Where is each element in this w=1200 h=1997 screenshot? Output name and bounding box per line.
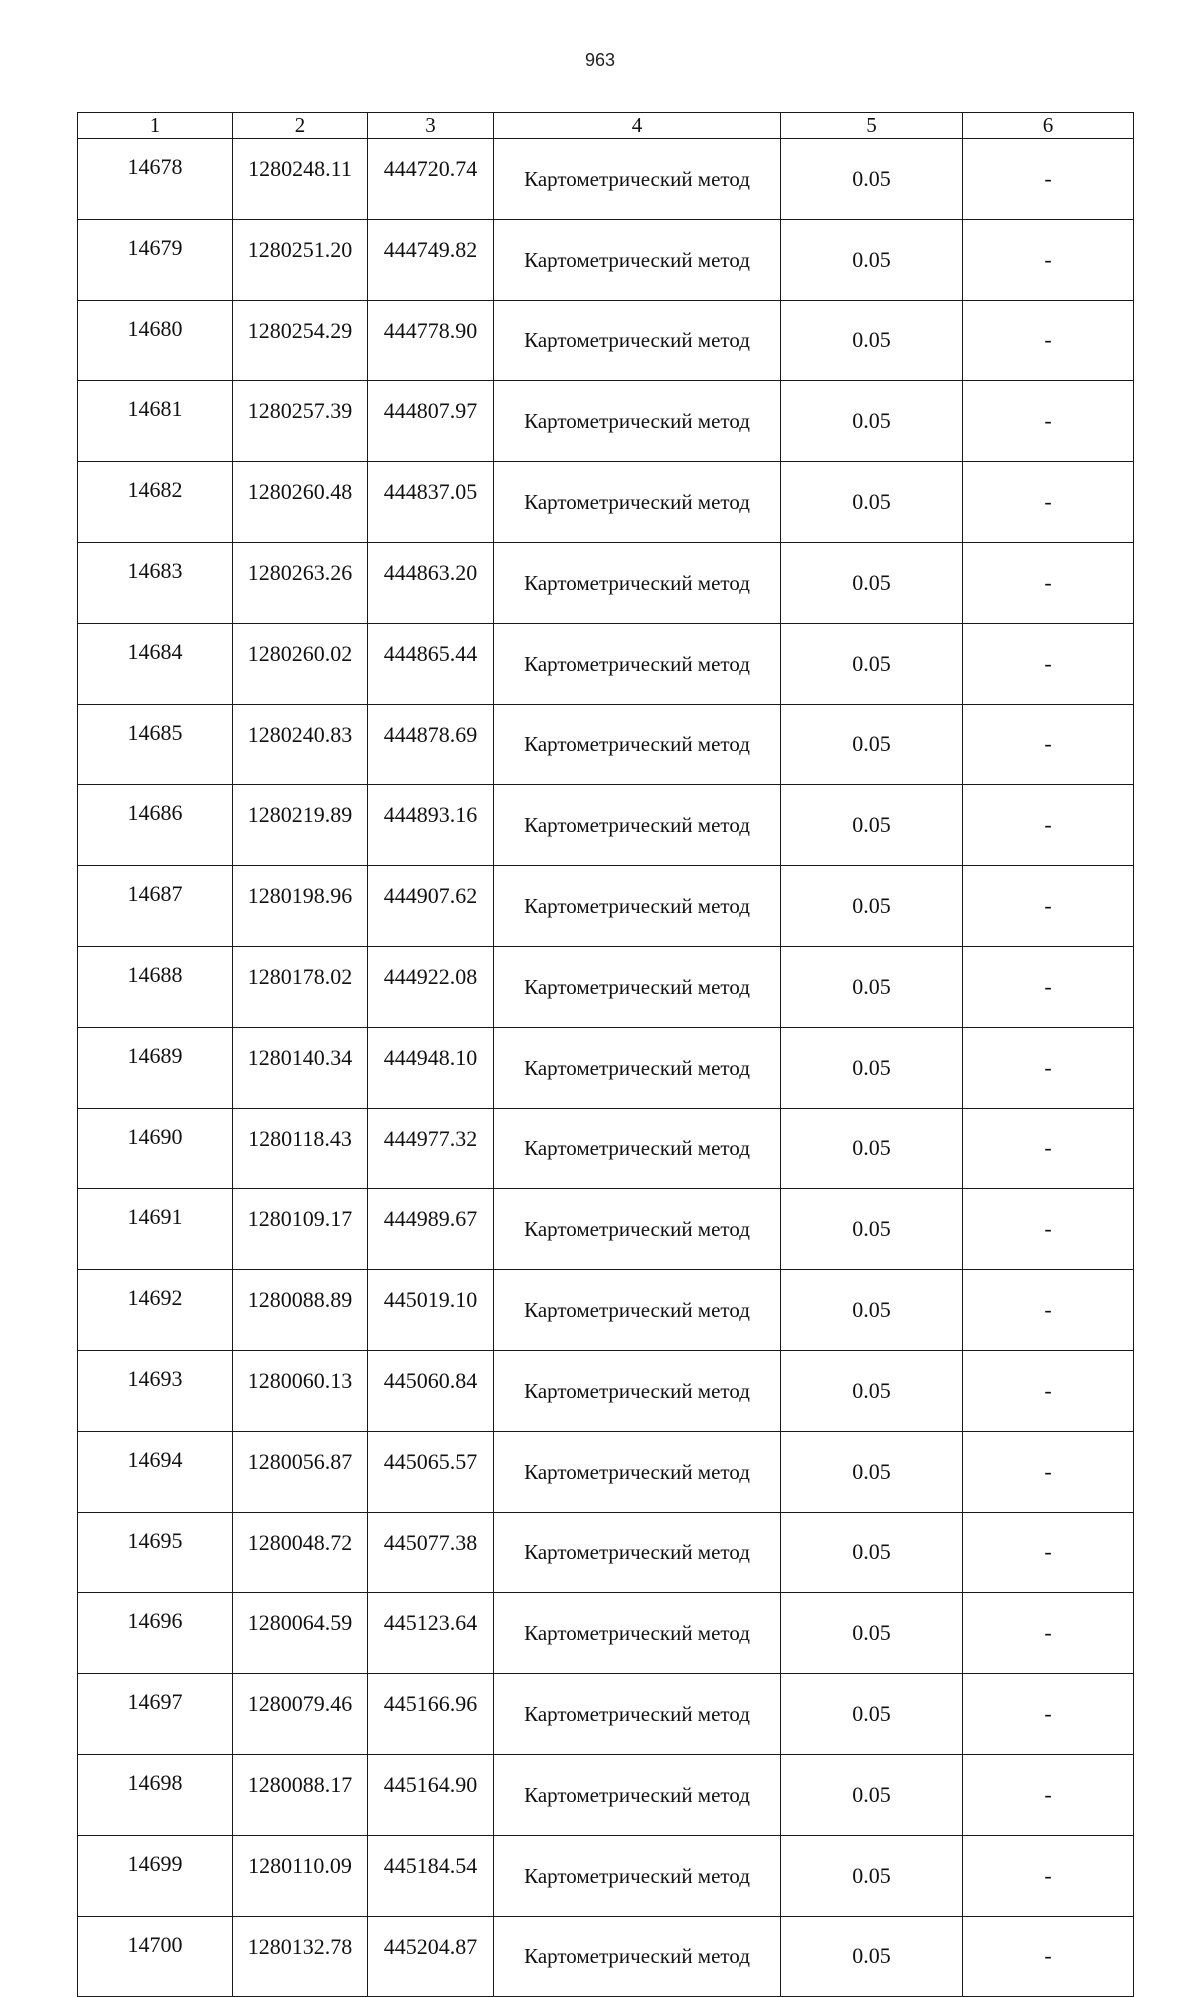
note-cell: - [963,866,1134,947]
table-row [78,1189,1134,1270]
point-number-cell: 14682 [78,462,233,543]
method-cell: Картометрический метод [494,1108,781,1189]
table-row [78,1674,1134,1755]
column-header-2: 2 [233,113,368,139]
note-cell: - [963,381,1134,462]
x-coordinate-cell: 1280263.26 [233,542,368,623]
accuracy-cell: 0.05 [781,1270,963,1351]
table-row [78,1512,1134,1593]
accuracy-cell: 0.05 [781,1754,963,1835]
point-number-cell: 14695 [78,1512,233,1593]
accuracy-cell: 0.05 [781,1027,963,1108]
y-coordinate-cell: 445065.57 [368,1431,494,1512]
point-number-cell: 14699 [78,1835,233,1916]
point-number-cell: 14696 [78,1593,233,1674]
table-row [78,1350,1134,1431]
method-cell: Картометрический метод [494,381,781,462]
method-cell: Картометрический метод [494,1431,781,1512]
accuracy-cell: 0.05 [781,1108,963,1189]
accuracy-cell: 0.05 [781,1189,963,1270]
y-coordinate-cell: 445123.64 [368,1593,494,1674]
y-coordinate-cell: 445184.54 [368,1835,494,1916]
note-cell: - [963,1916,1134,1997]
point-number-cell: 14698 [78,1754,233,1835]
method-cell: Картометрический метод [494,946,781,1027]
method-cell: Картометрический метод [494,542,781,623]
x-coordinate-cell: 1280060.13 [233,1350,368,1431]
note-cell: - [963,542,1134,623]
y-coordinate-cell: 444778.90 [368,300,494,381]
y-coordinate-cell: 444989.67 [368,1189,494,1270]
y-coordinate-cell: 445204.87 [368,1916,494,1997]
table-row [78,139,1134,220]
note-cell: - [963,1027,1134,1108]
note-cell: - [963,1835,1134,1916]
x-coordinate-cell: 1280079.46 [233,1674,368,1755]
y-coordinate-cell: 444807.97 [368,381,494,462]
x-coordinate-cell: 1280088.17 [233,1754,368,1835]
method-cell: Картометрический метод [494,1593,781,1674]
table-row [78,542,1134,623]
y-coordinate-cell: 445060.84 [368,1350,494,1431]
y-coordinate-cell: 444878.69 [368,704,494,785]
note-cell: - [963,946,1134,1027]
method-cell: Картометрический метод [494,1350,781,1431]
note-cell: - [963,1512,1134,1593]
x-coordinate-cell: 1280219.89 [233,785,368,866]
point-number-cell: 14700 [78,1916,233,1997]
y-coordinate-cell: 445019.10 [368,1270,494,1351]
point-number-cell: 14679 [78,219,233,300]
note-cell: - [963,1431,1134,1512]
note-cell: - [963,623,1134,704]
y-coordinate-cell: 444837.05 [368,462,494,543]
table-row [78,219,1134,300]
page-number: 963 [584,50,616,70]
table-row [78,704,1134,785]
table-row [78,866,1134,947]
method-cell: Картометрический метод [494,866,781,947]
method-cell: Картометрический метод [494,1916,781,1997]
method-cell: Картометрический метод [494,1512,781,1593]
header-row [78,113,1134,139]
point-number-cell: 14694 [78,1431,233,1512]
table-row [78,1270,1134,1351]
method-cell: Картометрический метод [494,1027,781,1108]
table-row [78,1754,1134,1835]
accuracy-cell: 0.05 [781,462,963,543]
column-header-3: 3 [368,113,494,139]
accuracy-cell: 0.05 [781,1512,963,1593]
y-coordinate-cell: 444749.82 [368,219,494,300]
method-cell: Картометрический метод [494,1270,781,1351]
accuracy-cell: 0.05 [781,623,963,704]
note-cell: - [963,1754,1134,1835]
point-number-cell: 14687 [78,866,233,947]
x-coordinate-cell: 1280110.09 [233,1835,368,1916]
point-number-cell: 14688 [78,946,233,1027]
x-coordinate-cell: 1280064.59 [233,1593,368,1674]
accuracy-cell: 0.05 [781,219,963,300]
y-coordinate-cell: 445077.38 [368,1512,494,1593]
x-coordinate-cell: 1280109.17 [233,1189,368,1270]
table-row [78,462,1134,543]
column-header-1: 1 [78,113,233,139]
point-number-cell: 14678 [78,139,233,220]
table-row [78,785,1134,866]
accuracy-cell: 0.05 [781,704,963,785]
table-row [78,300,1134,381]
method-cell: Картометрический метод [494,462,781,543]
table-row [78,381,1134,462]
accuracy-cell: 0.05 [781,785,963,866]
y-coordinate-cell: 445164.90 [368,1754,494,1835]
accuracy-cell: 0.05 [781,866,963,947]
table-row [78,946,1134,1027]
accuracy-cell: 0.05 [781,139,963,220]
note-cell: - [963,1593,1134,1674]
y-coordinate-cell: 444865.44 [368,623,494,704]
x-coordinate-cell: 1280198.96 [233,866,368,947]
x-coordinate-cell: 1280260.02 [233,623,368,704]
accuracy-cell: 0.05 [781,1916,963,1997]
note-cell: - [963,1189,1134,1270]
x-coordinate-cell: 1280251.20 [233,219,368,300]
point-number-cell: 14693 [78,1350,233,1431]
point-number-cell: 14686 [78,785,233,866]
accuracy-cell: 0.05 [781,1835,963,1916]
point-number-cell: 14681 [78,381,233,462]
y-coordinate-cell: 444922.08 [368,946,494,1027]
method-cell: Картометрический метод [494,1189,781,1270]
point-number-cell: 14697 [78,1674,233,1755]
coordinates-table [77,112,1134,1997]
method-cell: Картометрический метод [494,704,781,785]
note-cell: - [963,139,1134,220]
column-header-6: 6 [963,113,1134,139]
x-coordinate-cell: 1280178.02 [233,946,368,1027]
note-cell: - [963,462,1134,543]
y-coordinate-cell: 445166.96 [368,1674,494,1755]
point-number-cell: 14683 [78,542,233,623]
y-coordinate-cell: 444720.74 [368,139,494,220]
accuracy-cell: 0.05 [781,1350,963,1431]
accuracy-cell: 0.05 [781,1674,963,1755]
method-cell: Картометрический метод [494,1674,781,1755]
x-coordinate-cell: 1280240.83 [233,704,368,785]
x-coordinate-cell: 1280048.72 [233,1512,368,1593]
method-cell: Картометрический метод [494,1835,781,1916]
point-number-cell: 14689 [78,1027,233,1108]
column-header-5: 5 [781,113,963,139]
x-coordinate-cell: 1280260.48 [233,462,368,543]
x-coordinate-cell: 1280118.43 [233,1108,368,1189]
note-cell: - [963,785,1134,866]
point-number-cell: 14692 [78,1270,233,1351]
point-number-cell: 14684 [78,623,233,704]
method-cell: Картометрический метод [494,139,781,220]
x-coordinate-cell: 1280254.29 [233,300,368,381]
table-row [78,1108,1134,1189]
x-coordinate-cell: 1280257.39 [233,381,368,462]
x-coordinate-cell: 1280088.89 [233,1270,368,1351]
point-number-cell: 14680 [78,300,233,381]
table-body [78,139,1134,1997]
y-coordinate-cell: 444893.16 [368,785,494,866]
column-header-4: 4 [494,113,781,139]
x-coordinate-cell: 1280140.34 [233,1027,368,1108]
note-cell: - [963,704,1134,785]
y-coordinate-cell: 444907.62 [368,866,494,947]
table-row [78,1835,1134,1916]
note-cell: - [963,219,1134,300]
table-header [78,113,1134,139]
x-coordinate-cell: 1280056.87 [233,1431,368,1512]
accuracy-cell: 0.05 [781,1431,963,1512]
point-number-cell: 14691 [78,1189,233,1270]
accuracy-cell: 0.05 [781,300,963,381]
accuracy-cell: 0.05 [781,542,963,623]
note-cell: - [963,1108,1134,1189]
note-cell: - [963,1350,1134,1431]
method-cell: Картометрический метод [494,785,781,866]
x-coordinate-cell: 1280248.11 [233,139,368,220]
y-coordinate-cell: 444863.20 [368,542,494,623]
point-number-cell: 14685 [78,704,233,785]
method-cell: Картометрический метод [494,623,781,704]
point-number-cell: 14690 [78,1108,233,1189]
table-row [78,1916,1134,1997]
y-coordinate-cell: 444977.32 [368,1108,494,1189]
table-row [78,1593,1134,1674]
y-coordinate-cell: 444948.10 [368,1027,494,1108]
note-cell: - [963,1270,1134,1351]
x-coordinate-cell: 1280132.78 [233,1916,368,1997]
table-row [78,1431,1134,1512]
method-cell: Картометрический метод [494,300,781,381]
table-row [78,1027,1134,1108]
method-cell: Картометрический метод [494,1754,781,1835]
table-row [78,623,1134,704]
accuracy-cell: 0.05 [781,381,963,462]
accuracy-cell: 0.05 [781,1593,963,1674]
note-cell: - [963,1674,1134,1755]
accuracy-cell: 0.05 [781,946,963,1027]
method-cell: Картометрический метод [494,219,781,300]
note-cell: - [963,300,1134,381]
